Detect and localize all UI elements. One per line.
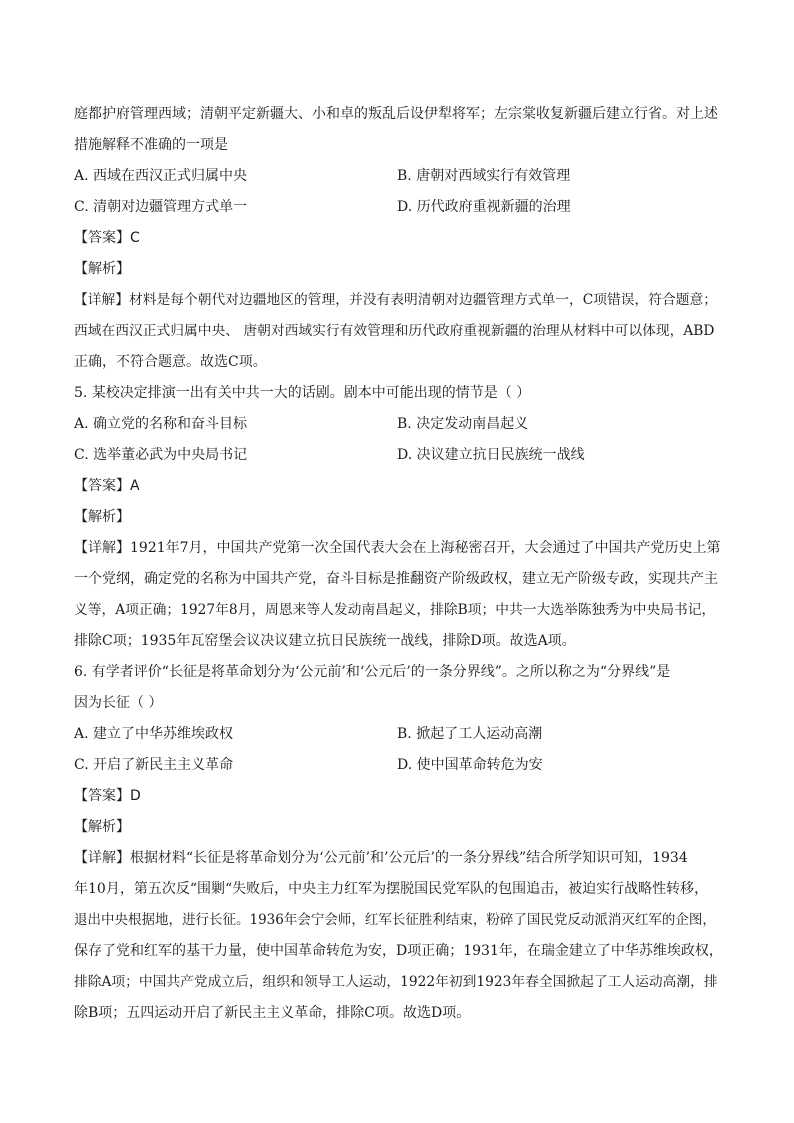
q4-detail-line-1: 【详解】材料是每个朝代对边疆地区的管理，并没有表明清朝对边疆管理方式单一，C项错误，符合题意； xyxy=(74,292,718,308)
q5-analysis-label: 【解析】 xyxy=(74,509,130,525)
q4-option-a: A. 西域在西汉正式归属中央 xyxy=(74,168,248,184)
q4-answer: 【答案】C xyxy=(74,230,140,246)
q5-options-row-1 xyxy=(74,409,724,440)
q5-detail-line-4: 排除C项；1935年瓦窑堡会议决议建立抗日民族统一战线，排除D项。故选A项。 xyxy=(74,633,576,649)
q5-stem: 5. 某校决定排演一出有关中共一大的话剧。剧本中可能出现的情节是（ ） xyxy=(74,385,531,401)
q6-stem-line-2: 因为长征（ ） xyxy=(74,695,163,711)
q6-detail-line-5: 排除A项；中国共产党成立后，组织和领导工人运动，1922年初到1923年春全国掀起了工人运动高潮，排 xyxy=(74,974,718,990)
q4-detail-line-2: 西域在西汉正式归属中央、 唐朝对西域实行有效管理和历代政府重视新疆的治理从材料中可以体现，ABD xyxy=(74,323,715,339)
q6-option-d: D. 使中国革命转危为安 xyxy=(397,757,543,773)
q5-option-b: B. 决定发动南昌起义 xyxy=(397,416,529,432)
q6-analysis-label: 【解析】 xyxy=(74,819,130,835)
q6-option-a: A. 建立了中华苏维埃政权 xyxy=(74,726,234,742)
q6-detail-line-2: 年10月，第五次反“围剿“失败后，中央主力红军为摆脱国民党军队的包围追击，被迫实行战略性转移， xyxy=(74,881,709,897)
q6-detail-line-6: 除B项；五四运动开启了新民主主义革命，排除C项。故选D项。 xyxy=(74,1005,471,1021)
intro-line-2: 措施解释不准确的一项是 xyxy=(74,137,228,153)
q4-option-d: D. 历代政府重视新疆的治理 xyxy=(397,199,571,215)
intro-line-1: 庭都护府管理西域；清朝平定新疆大、小和卓的叛乱后设伊犁将军；左宗棠收复新疆后建立行省。对上述 xyxy=(74,106,718,122)
q5-detail-line-1: 【详解】1921年7月，中国共产党第一次全国代表大会在上海秘密召开，大会通过了中国共产党历史上第 xyxy=(74,540,721,556)
q5-detail-line-2: 一个党纲，确定党的名称为中国共产党，奋斗目标是推翻资产阶级政权，建立无产阶级专政，实现共产主 xyxy=(74,571,718,587)
q6-options-row-1 xyxy=(74,719,724,750)
q5-options-row-2 xyxy=(74,440,724,471)
q6-detail-line-1: 【详解】根据材料“长征是将革命划分为‘公元前’和’公元后’的一条分界线”结合所学知识可知，1934 xyxy=(74,850,688,866)
q6-option-b: B. 掀起了工人运动高潮 xyxy=(397,726,543,742)
q5-answer: 【答案】A xyxy=(74,478,140,494)
q4-analysis-label: 【解析】 xyxy=(74,261,130,277)
q4-options-row-1 xyxy=(74,161,724,192)
q6-stem-line-1: 6. 有学者评价“长征是将革命划分为‘公元前’和‘公元后’的一条分界线”。之所以称之为“分界线”是 xyxy=(74,664,671,680)
q5-option-d: D. 决议建立抗日民族统一战线 xyxy=(397,447,585,463)
document-page xyxy=(74,99,724,1029)
q4-detail-line-3: 正确，不符合题意。故选C项。 xyxy=(74,354,267,370)
q6-detail-line-4: 保存了党和红军的基干力量，使中国革命转危为安，D项正确；1931年，在瑞金建立了中华苏维埃政权， xyxy=(74,943,723,959)
q4-option-b: B. 唐朝对西域实行有效管理 xyxy=(397,168,571,184)
q4-options-row-2 xyxy=(74,192,724,223)
q4-option-c: C. 清朝对边疆管理方式单一 xyxy=(74,199,248,215)
q5-option-c: C. 选举董必武为中央局书记 xyxy=(74,447,248,463)
q6-options-row-2 xyxy=(74,750,724,781)
q5-option-a: A. 确立党的名称和奋斗目标 xyxy=(74,416,248,432)
q6-answer: 【答案】D xyxy=(74,788,141,804)
q5-detail-line-3: 义等，A项正确；1927年8月，周恩来等人发动南昌起义，排除B项；中共一大选举陈独秀为中央局书记， xyxy=(74,602,716,618)
q6-option-c: C. 开启了新民主主义革命 xyxy=(74,757,234,773)
q6-detail-line-3: 退出中央根据地，进行长征。1936年会宁会师，红军长征胜利结束，粉碎了国民党反动派消灭红军的企图， xyxy=(74,912,716,928)
